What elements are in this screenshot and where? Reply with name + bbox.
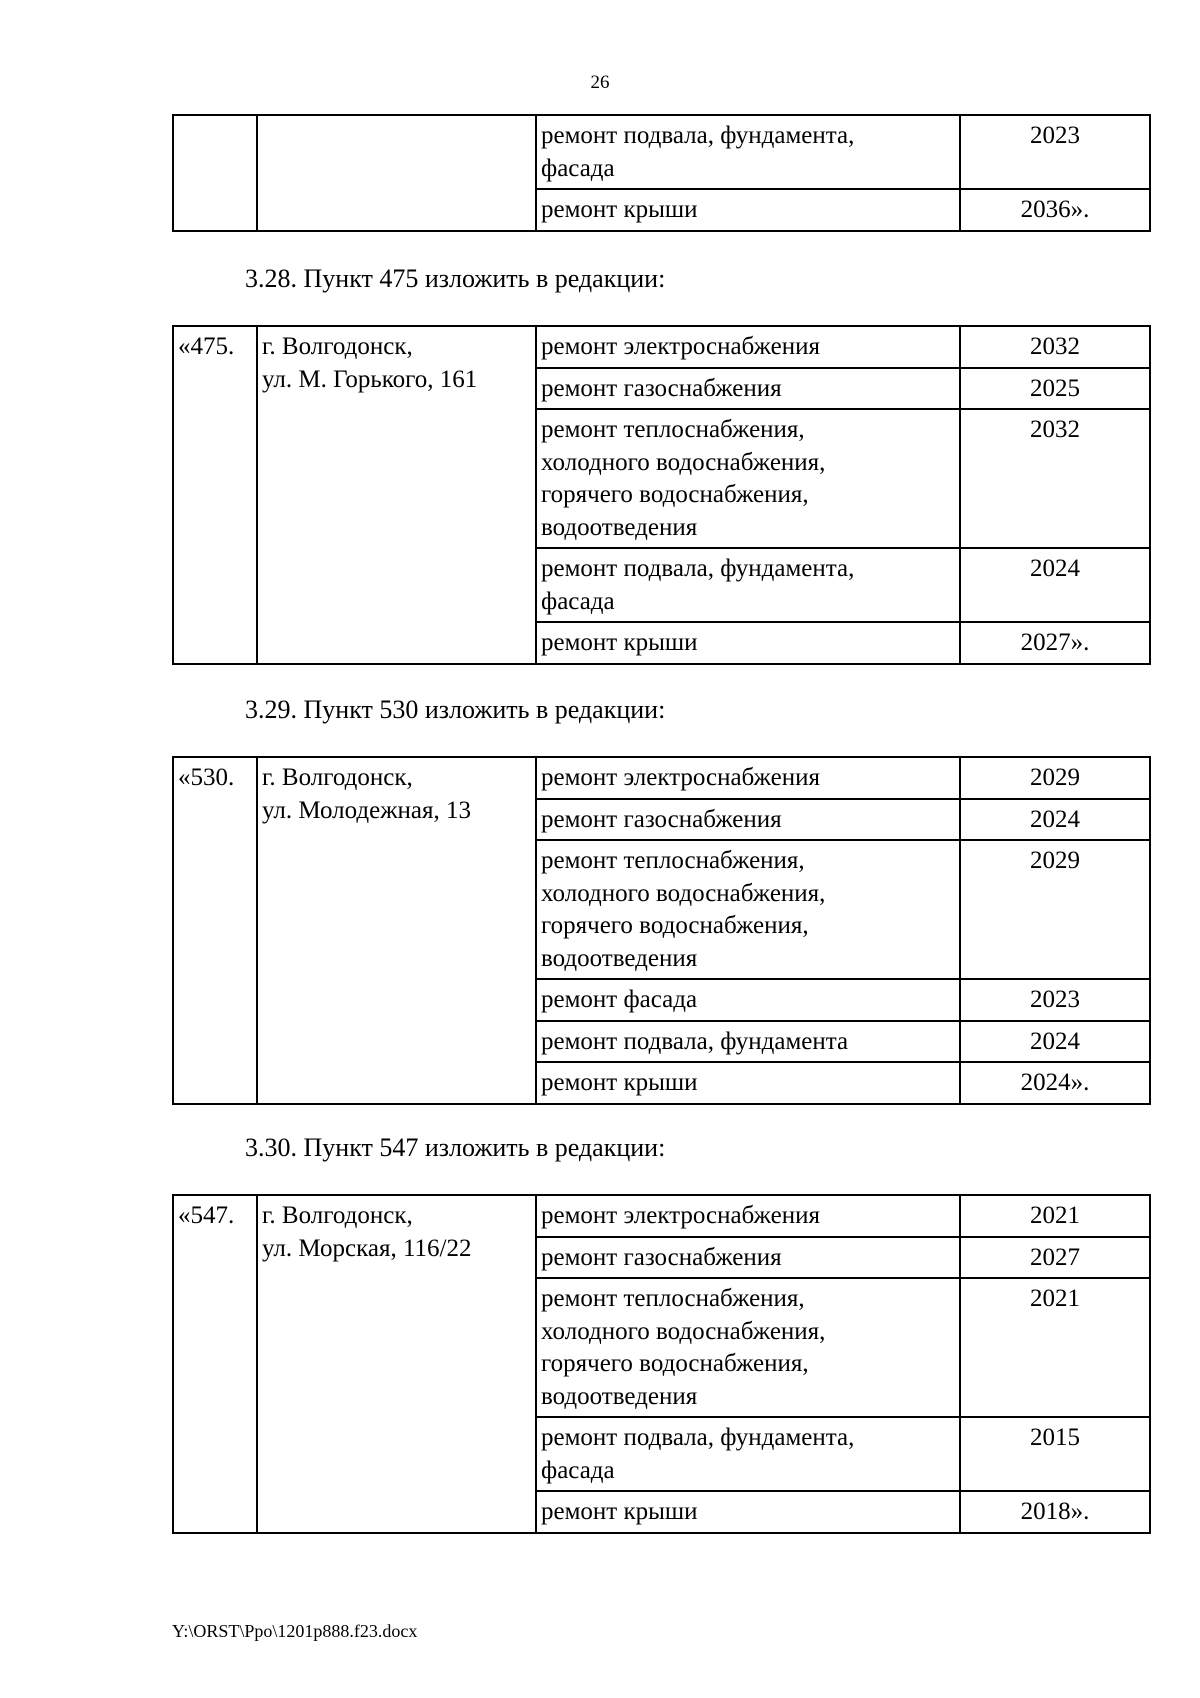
- year-cell: 2018».: [960, 1491, 1150, 1533]
- year-cell: 2027: [960, 1237, 1150, 1279]
- work-cell: ремонт теплоснабжения, холодного водоснабжения, горячего водоснабжения, водоотведения: [536, 409, 960, 548]
- work-cell: ремонт газоснабжения: [536, 1237, 960, 1279]
- work-cell: ремонт подвала, фундамента, фасада: [536, 548, 960, 622]
- address-cell: [257, 115, 536, 231]
- table-row: [173, 115, 1150, 189]
- item-number-cell: «530.: [173, 757, 257, 1104]
- section-heading: 3.30. Пункт 547 изложить в редакции:: [245, 1133, 666, 1162]
- year-cell: 2029: [960, 757, 1150, 799]
- year-cell: 2015: [960, 1417, 1150, 1491]
- section-heading: 3.28. Пункт 475 изложить в редакции:: [245, 264, 666, 293]
- address-cell: г. Волгодонск, ул. Морская, 116/22: [257, 1195, 536, 1533]
- item-number-cell: [173, 115, 257, 231]
- continuation-table: [172, 114, 1151, 232]
- work-cell: ремонт крыши: [536, 1062, 960, 1104]
- year-cell: 2029: [960, 840, 1150, 979]
- work-cell: ремонт фасада: [536, 979, 960, 1021]
- work-cell: ремонт крыши: [536, 622, 960, 664]
- section-heading: 3.29. Пункт 530 изложить в редакции:: [245, 695, 666, 724]
- year-cell: 2023: [960, 979, 1150, 1021]
- item-number-cell: «475.: [173, 326, 257, 664]
- work-cell: ремонт подвала, фундамента, фасада: [536, 1417, 960, 1491]
- year-cell: 2024: [960, 548, 1150, 622]
- schedule-table-547: [172, 1194, 1151, 1534]
- work-cell: ремонт подвала, фундамента: [536, 1021, 960, 1063]
- work-cell: ремонт электроснабжения: [536, 326, 960, 368]
- work-cell: ремонт подвала, фундамента, фасада: [536, 115, 960, 189]
- work-cell: ремонт электроснабжения: [536, 1195, 960, 1237]
- file-path-footer: Y:\ORST\Ppo\1201p888.f23.docx: [172, 1621, 418, 1641]
- table-row: [173, 757, 1150, 799]
- work-cell: ремонт газоснабжения: [536, 368, 960, 410]
- work-cell: ремонт электроснабжения: [536, 757, 960, 799]
- table-row: [173, 326, 1150, 368]
- year-cell: 2024».: [960, 1062, 1150, 1104]
- year-cell: 2032: [960, 409, 1150, 548]
- address-cell: г. Волгодонск, ул. М. Горького, 161: [257, 326, 536, 664]
- year-cell: 2032: [960, 326, 1150, 368]
- address-cell: г. Волгодонск, ул. Молодежная, 13: [257, 757, 536, 1104]
- work-cell: ремонт крыши: [536, 1491, 960, 1533]
- year-cell: 2027».: [960, 622, 1150, 664]
- table-row: [173, 1195, 1150, 1237]
- item-number-cell: «547.: [173, 1195, 257, 1533]
- schedule-table-530: [172, 756, 1151, 1105]
- year-cell: 2024: [960, 1021, 1150, 1063]
- schedule-table-475: [172, 325, 1151, 665]
- work-cell: ремонт крыши: [536, 189, 960, 231]
- year-cell: 2036».: [960, 189, 1150, 231]
- work-cell: ремонт газоснабжения: [536, 799, 960, 841]
- year-cell: 2021: [960, 1278, 1150, 1417]
- year-cell: 2025: [960, 368, 1150, 410]
- work-cell: ремонт теплоснабжения, холодного водоснабжения, горячего водоснабжения, водоотведения: [536, 840, 960, 979]
- year-cell: 2024: [960, 799, 1150, 841]
- work-cell: ремонт теплоснабжения, холодного водоснабжения, горячего водоснабжения, водоотведения: [536, 1278, 960, 1417]
- page-number: 26: [590, 72, 610, 93]
- year-cell: 2023: [960, 115, 1150, 189]
- year-cell: 2021: [960, 1195, 1150, 1237]
